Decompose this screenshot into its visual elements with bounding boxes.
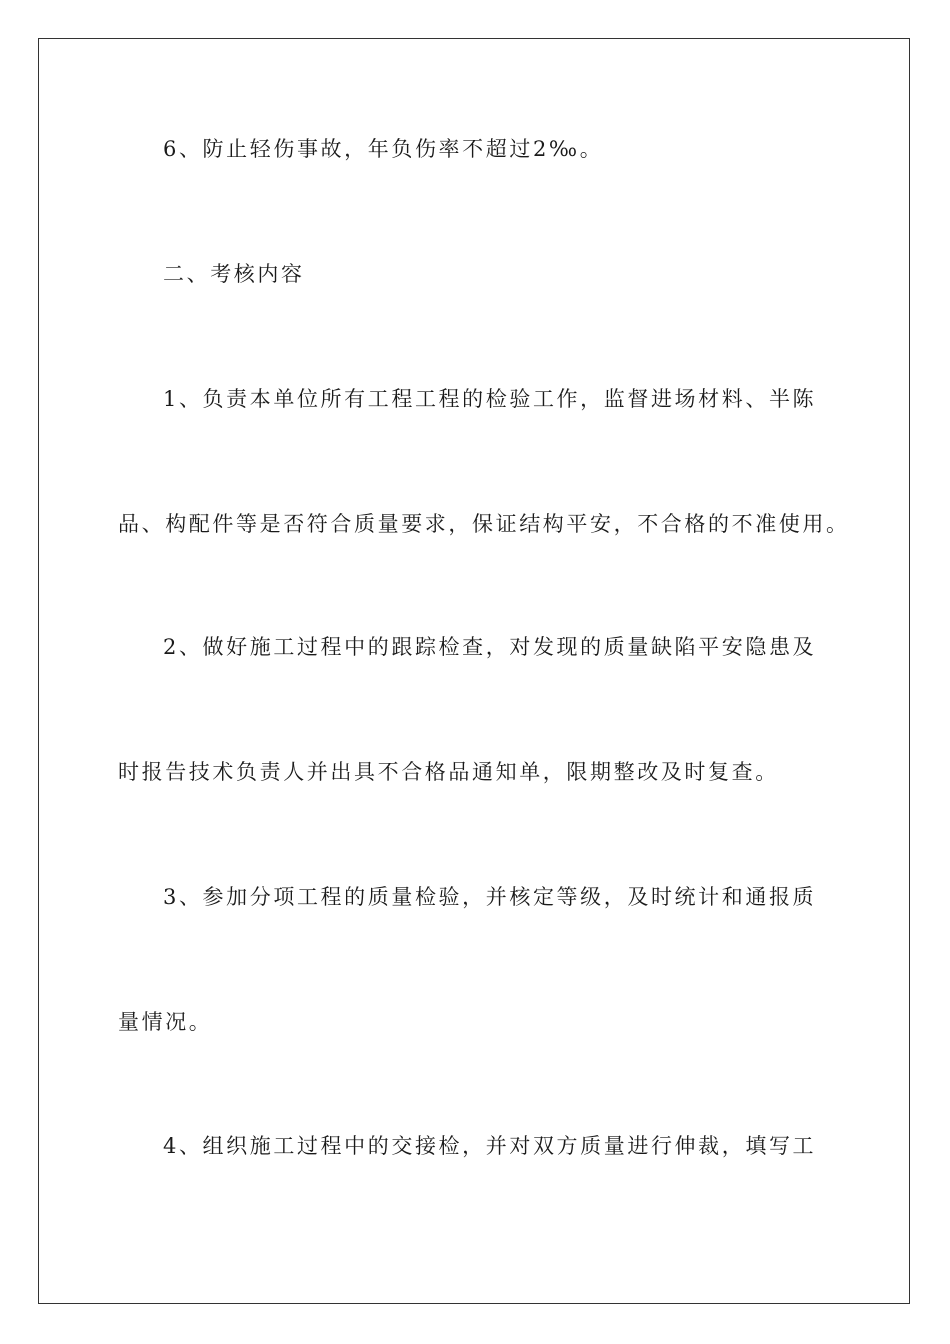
paragraph-line: 品、构配件等是否符合质量要求，保证结构平安，不合格的不准使用。 <box>118 512 850 536</box>
paragraph-line: 4、组织施工过程中的交接检，并对双方质量进行伸裁，填写工 <box>163 1134 817 1158</box>
paragraph-line: 量情况。 <box>118 1010 213 1034</box>
section-heading: 二、考核内容 <box>163 262 305 286</box>
page-border <box>38 38 910 1304</box>
paragraph-line: 6、防止轻伤事故，年负伤率不超过2‰。 <box>163 137 604 161</box>
paragraph-line: 3、参加分项工程的质量检验，并核定等级，及时统计和通报质 <box>163 885 817 909</box>
paragraph-line: 1、负责本单位所有工程工程的检验工作，监督进场材料、半陈 <box>163 387 817 411</box>
paragraph-line: 2、做好施工过程中的跟踪检查，对发现的质量缺陷平安隐患及 <box>163 635 817 659</box>
paragraph-line: 时报告技术负责人并出具不合格品通知单，限期整改及时复查。 <box>118 760 779 784</box>
